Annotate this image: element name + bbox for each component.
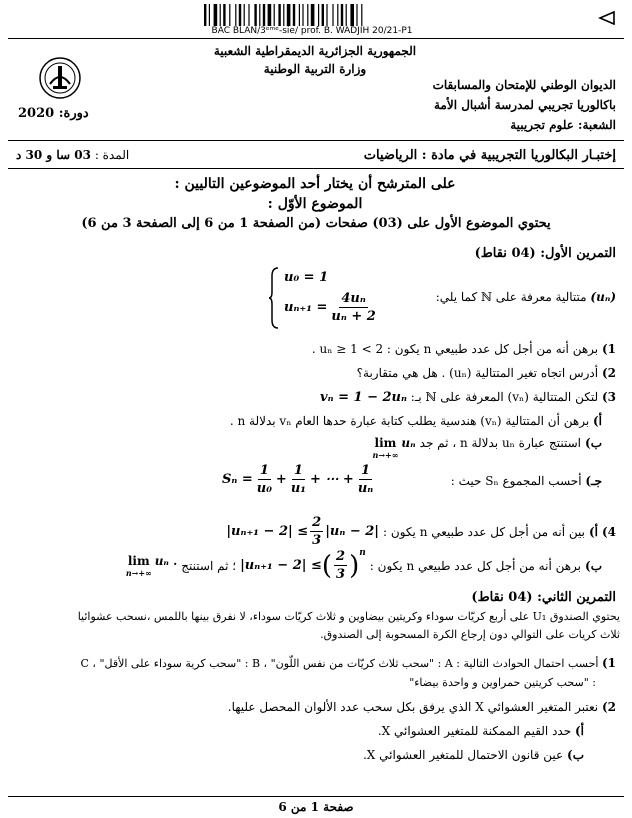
ex1-recurrence <box>284 290 380 325</box>
ex1-q4b-l: |uₙ₊₁ − 2| ≤ <box>240 558 322 573</box>
subject-heading: الموضوع الأوّل : <box>267 196 363 212</box>
ex1-q4b-paren-close: ) <box>349 550 360 581</box>
ex1-q4a-fden: 3 <box>312 533 322 548</box>
ex2-q2a-label: أ) <box>574 724 584 738</box>
ex1-sum-num0: 1 <box>259 463 269 478</box>
ex1-q3b <box>373 436 602 460</box>
ministry-emblem <box>38 56 82 100</box>
duration <box>16 148 129 162</box>
ex1-q1 <box>312 342 616 356</box>
ex1-q2-text: أدرس اتجاه تغير المتتالية (uₙ) . هل هي متقاربة؟ <box>356 366 599 380</box>
ex1-q4a-r: |uₙ − 2| <box>325 524 380 539</box>
ex1-q4b-text: برهن أنه من أجل كل عدد طبيعي n يكون : <box>369 558 582 573</box>
ex1-rec-frac <box>329 290 377 325</box>
ex2-q1 <box>12 656 616 670</box>
ex1-q4a-text: بين أنه من أجل كل عدد طبيعي n يكون : <box>383 524 585 539</box>
ex1-sum-denn: uₙ <box>357 481 374 496</box>
ex1-q3a-label: أ) <box>592 414 602 428</box>
ministry-line: وزارة التربية الوطنية <box>263 62 367 76</box>
ex2-q1a-text: أحسب احتمال الحوادث التالية : A : "سحب ثلاث كريّات من نفس اللّون" ، B : "سحب كرية سوداء على الأقل" ، C <box>80 657 599 670</box>
ex1-sum-frac1 <box>289 462 308 497</box>
ex1-sum-dots: + ⋯ + <box>309 472 354 487</box>
ex1-definition <box>436 290 616 304</box>
ex1-title: التمرين الأول: <box>540 246 616 261</box>
ex1-q4a <box>226 514 616 549</box>
ex1-q4b-frac <box>334 548 347 583</box>
ex1-q4b <box>126 548 602 583</box>
ex1-points: (04 نقاط) <box>474 246 536 261</box>
ex1-q4a-label: أ) <box>588 524 598 539</box>
ex1-q3b-sub: n→+∞ <box>372 450 399 460</box>
ex1-q3c-label: جـ) <box>585 474 602 488</box>
ex1-def-text: متتالية معرفة على ℕ كما يلي: <box>435 290 587 304</box>
pages-note: يحتوي الموضوع الأول على (03) صفحات (من الصفحة 1 من 6 إلى الصفحة 3 من 6) <box>81 216 551 231</box>
ex1-def-seq: (uₙ) <box>590 290 616 304</box>
ex1-q3a-text: برهن أن المتتالية (vₙ) هندسية يطلب كتابة عبارة حدها العام vₙ بدلالة n . <box>229 414 590 428</box>
ex1-q4-num: 4) <box>601 524 616 539</box>
duration-value: 03 سا و 30 د <box>16 148 91 162</box>
triangle-left-icon[interactable] <box>598 10 616 26</box>
system-brace <box>268 266 280 330</box>
ex1-rec-num: 4uₙ <box>341 291 366 306</box>
ex1-q4a-l: |uₙ₊₁ − 2| ≤ <box>226 524 309 539</box>
ex1-q4a-fnum: 2 <box>312 515 322 530</box>
ex1-q3-num: 3) <box>601 390 616 404</box>
ex1-q4b-expr: uₙ . <box>154 553 178 568</box>
ex1-q4b-fnum: 2 <box>336 549 346 564</box>
ex1-q3c <box>451 474 602 488</box>
ex1-sum-fracn <box>356 462 375 497</box>
ex2-points: (04 نقاط) <box>471 590 533 605</box>
ex2-heading <box>471 590 616 605</box>
ex1-q4b-then: ؛ ثم استنتج <box>181 558 237 573</box>
ex1-q4b-label: ب) <box>585 558 602 573</box>
ex1-q3b-expr: uₙ <box>401 436 416 450</box>
session-label: دورة: <box>58 106 89 121</box>
bac-school-line: باكالوريا تجريبي لمدرسة أشبال الأمة <box>434 98 616 112</box>
ex1-q4b-fden: 3 <box>336 567 346 582</box>
ex2-q2-text: نعتبر المتغير العشوائي X الذي يرفق بكل سحب عدد الألوان المحصل عليها. <box>227 700 599 714</box>
ex2-q2b <box>363 748 584 762</box>
ex2-q2-num: 2) <box>601 700 616 714</box>
ex2-q1-num: 1) <box>601 656 616 670</box>
duration-label: المدة : <box>94 148 130 162</box>
ex1-q3-text: لتكن المتتالية (vₙ) المعرفة على ℕ بـ: <box>410 390 599 404</box>
ex1-sum-numn: 1 <box>361 463 371 478</box>
ex1-q4a-frac <box>310 514 323 549</box>
exam-title: إختبـار البكالوريا التجريبية في مادة : الرياضيات <box>363 148 616 163</box>
ex1-q3b-label: ب) <box>585 436 602 450</box>
office-line: الديوان الوطني للإمتحان والمسابقات <box>432 78 616 92</box>
ex1-u0: u₀ = 1 <box>284 270 329 285</box>
ex1-q4b-exp: n <box>359 548 366 558</box>
ex1-q2-num: 2) <box>601 366 616 380</box>
ex2-q1-cont: : "سحب كريتين حمراوين و واحدة بيضاء" <box>409 676 596 689</box>
ex1-q3c-text: أحسب المجموع Sₙ حيث : <box>450 474 582 488</box>
ex1-q3a <box>230 414 602 428</box>
stream-line: الشعبة: علوم تجريبية <box>510 118 616 132</box>
ex2-q2a <box>378 724 584 738</box>
page-number: صفحة 1 من 6 <box>278 800 354 814</box>
ex2-title: التمرين الثاني: <box>537 590 616 605</box>
ex1-sum-plus: + <box>275 472 287 487</box>
ex1-q4b-sub: n→+∞ <box>125 567 152 578</box>
ex1-sum-formula <box>222 462 377 497</box>
ex1-q3 <box>320 390 616 405</box>
ex1-q3b-lim: lim <box>374 436 397 450</box>
ex1-q3-formula: vₙ = 1 − 2uₙ <box>320 390 407 405</box>
ex1-q4b-lim: lim <box>127 553 150 568</box>
ex2-q2 <box>228 700 616 714</box>
session-year: 2020 <box>18 106 55 121</box>
ex1-heading <box>475 246 616 261</box>
ex2-para-1: يحتوي الصندوق U₁ على أربع كريّات سوداء وكريتين بيضاوين و ثلاث كريّات سوداء، لا نفرق بينها باللمس ،نسحب عشوائيا <box>77 610 620 623</box>
republic-line: الجمهورية الجزائرية الديمقراطية الشعبية <box>213 44 417 58</box>
ex2-q2b-label: ب) <box>567 748 584 762</box>
ex1-q1-num: 1) <box>601 342 616 356</box>
ex1-rec-den: uₙ + 2 <box>331 309 376 324</box>
ex1-q1-text: برهن أنه من أجل كل عدد طبيعي n يكون : 2 > uₙ ≥ 1 . <box>311 342 599 356</box>
session <box>18 106 89 121</box>
barcode <box>204 4 418 26</box>
ex1-sum-den1: u₁ <box>290 481 306 496</box>
ex1-sum-num1: 1 <box>293 463 303 478</box>
ex2-para-2: ثلاث كريات على التوالي دون إرجاع الكرة المسحوبة إلى الصندوق. <box>320 628 620 641</box>
ex2-q2b-text: عين قانون الاحتمال للمتغير العشوائي X. <box>362 748 564 762</box>
ex1-sum-frac0 <box>255 462 274 497</box>
ex1-q4b-paren-open: ( <box>321 550 333 581</box>
ex1-sum-den0: u₀ <box>256 481 272 496</box>
ex1-sum-lhs: Sₙ = <box>222 472 253 487</box>
ex2-q2a-text: حدد القيم الممكنة للمتغير العشوائي X. <box>377 724 572 738</box>
choose-instruction: على المترشح أن يختار أحد الموضوعين التاليين : <box>174 176 456 192</box>
ex1-q3b-text: استنتج عبارة uₙ بدلالة n ، ثم جد <box>419 436 582 450</box>
barcode-caption: BAC BLAN/3ᵉᵐᵉ-sie/ prof. B. WADJIH 20/21-P1 <box>211 26 413 36</box>
ex1-q2 <box>357 366 616 380</box>
ex1-rec-lhs: uₙ₊₁ = <box>284 300 328 315</box>
